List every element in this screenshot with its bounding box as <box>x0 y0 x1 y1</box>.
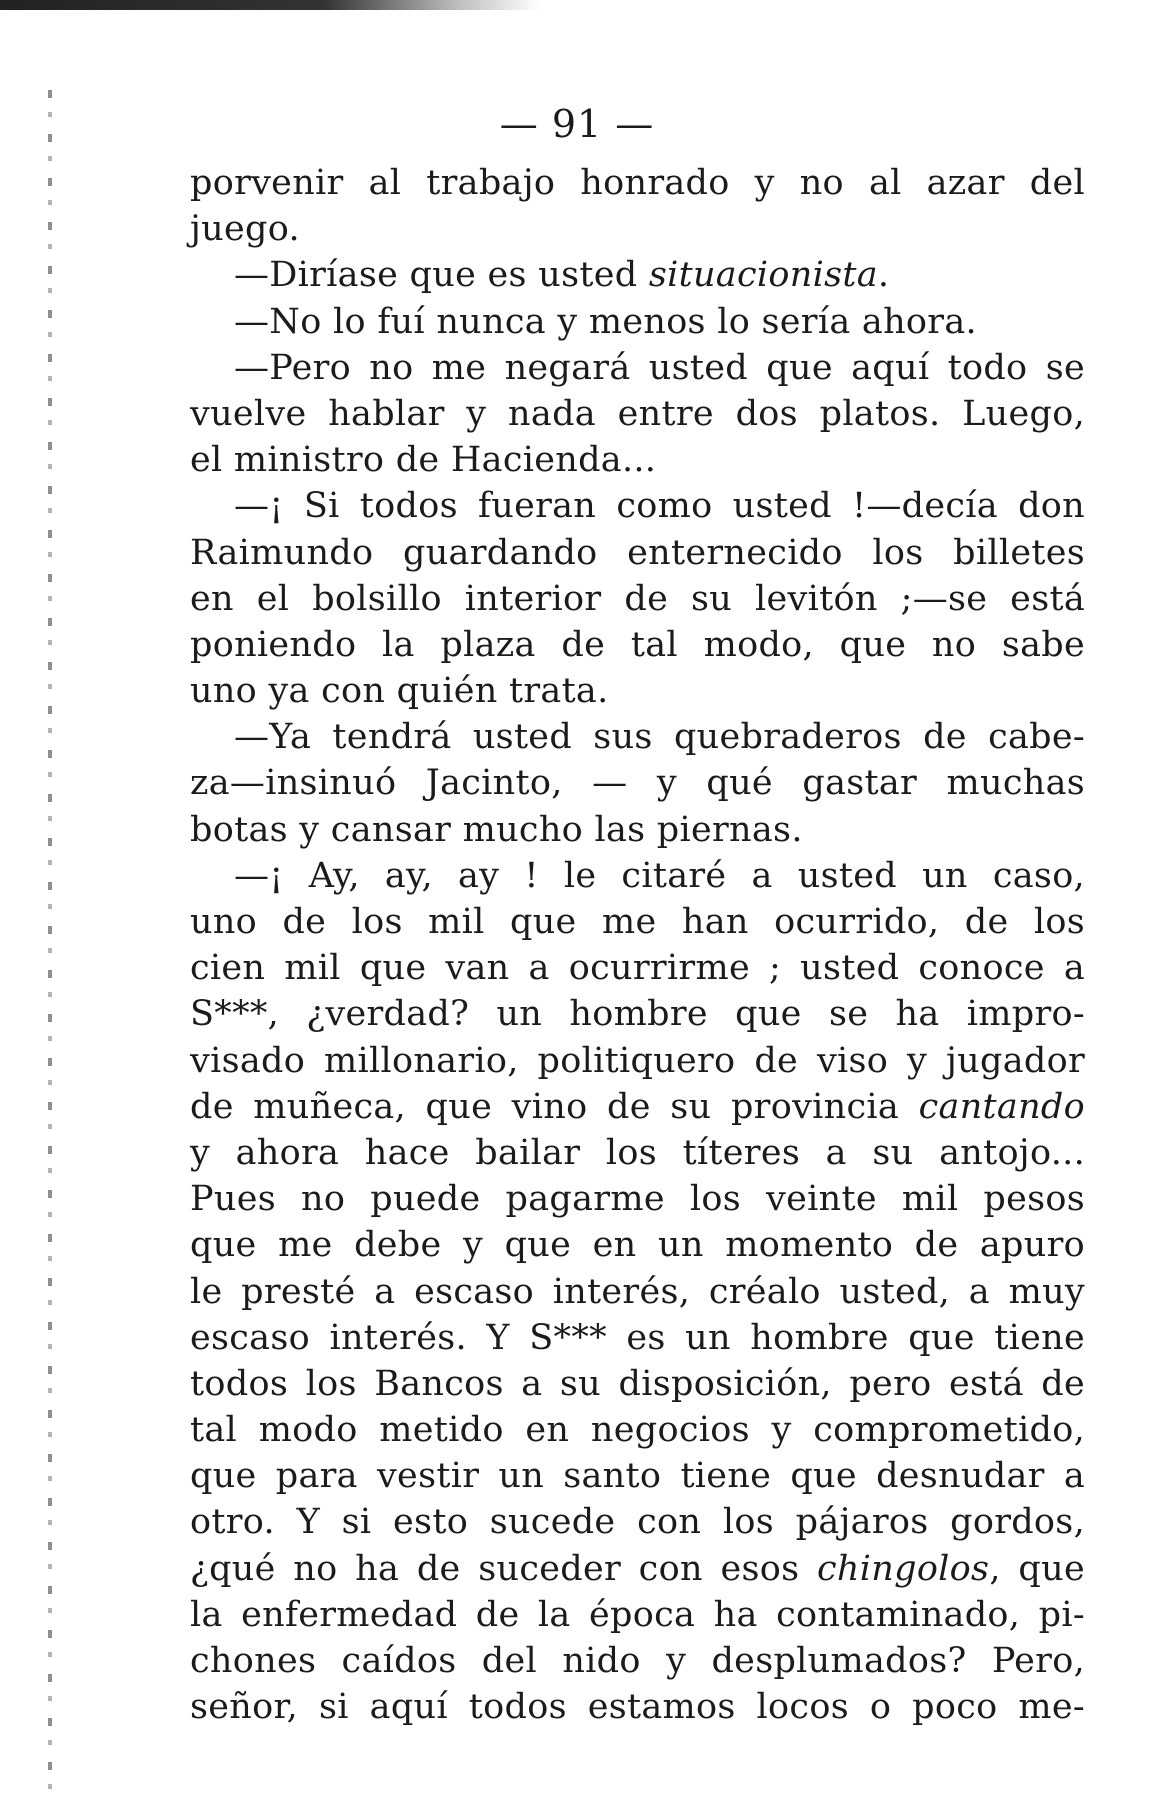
text-line: juego. <box>190 209 300 250</box>
text-line: —No lo fuí nunca y menos lo sería ahora. <box>234 301 977 342</box>
line-segment: ¿qué no ha de suceder con esos <box>190 1548 818 1589</box>
text-line: que para vestir un santo tiene que desnudar a <box>190 1456 1085 1497</box>
italic-term: chingolos <box>817 1548 990 1589</box>
italic-term: situacionista <box>648 255 878 296</box>
text-line: señor, si aquí todos estamos locos o poco me- <box>190 1687 1085 1728</box>
text-line: le presté a escaso interés, créalo usted, a muy <box>190 1271 1085 1312</box>
text-line: que me debe y que en un momento de apuro <box>190 1225 1085 1266</box>
text-line: Pues no puede pagarme los veinte mil pesos <box>190 1179 1085 1220</box>
text-line: escaso interés. Y S*** es un hombre que tiene <box>190 1317 1085 1358</box>
text-line: vuelve hablar y nada entre dos platos. Luego, <box>190 393 1085 434</box>
line-segment: —Diríase que es usted <box>234 255 649 296</box>
text-line: cien mil que van a ocurrirme ; usted conoce a <box>190 948 1085 989</box>
text-line: —Ya tendrá usted sus quebraderos de cabe- <box>234 717 1085 758</box>
line-segment: , que <box>989 1548 1085 1589</box>
page-number: — 91 — <box>499 102 655 146</box>
text-line: y ahora hace bailar los títeres a su antojo... <box>190 1132 1085 1173</box>
text-line: poniendo la plaza de tal modo, que no sabe <box>190 624 1085 665</box>
italic-term: cantando <box>918 1086 1085 1127</box>
text-line: S***, ¿verdad? un hombre que se ha impro- <box>190 994 1085 1035</box>
text-line: —¡ Si todos fueran como usted !—decía don <box>234 486 1085 527</box>
text-line: uno ya con quién trata. <box>190 671 609 712</box>
text-line: tal modo metido en negocios y comprometido, <box>190 1410 1085 1451</box>
text-line: Raimundo guardando enternecido los billetes <box>190 532 1085 573</box>
text-line: otro. Y si esto sucede con los pájaros gordos, <box>190 1502 1085 1543</box>
text-line: uno de los mil que me han ocurrido, de los <box>190 902 1085 942</box>
binding-gutter-marks <box>48 90 52 1790</box>
text-line: za—insinuó Jacinto, — y qué gastar muchas <box>190 763 1085 804</box>
text-line: el ministro de Hacienda... <box>190 440 657 481</box>
text-line: todos los Bancos a su disposición, pero está de <box>190 1363 1085 1404</box>
text-line: en el bolsillo interior de su levitón ;—se está <box>190 578 1085 619</box>
text-line <box>190 252 1085 298</box>
text-line: botas y cansar mucho las piernas. <box>190 809 803 850</box>
text-line: chones caídos del nido y desplumados? Pero, <box>190 1641 1085 1681</box>
text-line: porvenir al trabajo honrado y no al azar del <box>190 163 1085 203</box>
line-segment: de muñeca, que vino de su provincia <box>190 1086 919 1127</box>
text-line: visado millonario, politiquero de viso y jugador <box>190 1040 1085 1081</box>
text-line: la enfermedad de la época ha contaminado, pi- <box>190 1594 1085 1635</box>
text-line <box>190 1084 1085 1130</box>
text-line: —Pero no me negará usted que aquí todo se <box>234 347 1085 388</box>
line-segment: . <box>877 255 890 296</box>
text-line: —¡ Ay, ay, ay ! le citaré a usted un caso, <box>234 855 1085 896</box>
body-text <box>190 160 1085 1730</box>
text-line <box>190 1546 1085 1592</box>
top-edge-rule <box>0 0 540 10</box>
